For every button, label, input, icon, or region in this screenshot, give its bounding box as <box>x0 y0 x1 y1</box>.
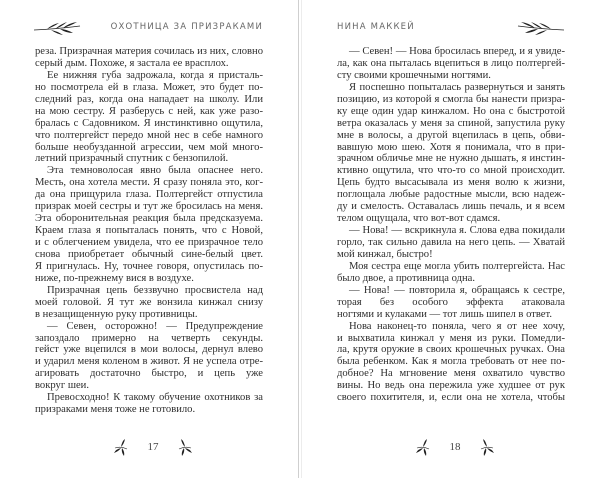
branch-ornament-icon <box>33 20 81 36</box>
text-line: Цепь будто высасывала из меня волю к жизни, <box>337 177 565 189</box>
text-line: Превосходно! К такому обучение охотников за <box>47 392 263 404</box>
page-number: 18 <box>449 441 461 453</box>
text-line: Призрачная цепь беззвучно просвистела над <box>47 284 263 296</box>
text-line: Моя сестра еще могла убить полтергейста. Нас <box>349 260 565 272</box>
text-line: серый дым. Похоже, я застала ее врасплох. <box>35 57 229 69</box>
text-line: и выхватила кинжал у меня из руки. Помедли- <box>337 332 565 344</box>
text-line: была ребенком. Как я могла требовать от нее по- <box>337 356 565 368</box>
text-line: ногтями и кулаками — тот лишь шипел в ответ. <box>337 308 552 320</box>
leaf-ornament-icon <box>415 438 431 456</box>
text-line: ниже, по-прежнему вися в воздухе. <box>35 272 194 284</box>
text-line: телом ощущала, что вот-вот сдамся. <box>337 213 501 225</box>
text-line: ку еще один удар кинжалом. Но она с быстротой <box>337 105 565 117</box>
text-line: бралась с Садовником. Я инстинктивно ощутила, <box>35 117 263 129</box>
leaf-ornament-icon <box>479 438 495 456</box>
leaf-ornament-icon <box>113 438 129 456</box>
text-line: Эта темноволосая явно была опаснее него. <box>47 165 263 177</box>
text-line: мой кинжал, быстро! <box>337 248 433 260</box>
text-line: своего похитителя, и, если она не хотела, чтобы <box>337 392 565 404</box>
text-line: агировать достаточно быстро, и цепь уже <box>35 368 263 380</box>
running-header-title: ОХОТНИЦА ЗА ПРИЗРАКАМИ <box>110 22 263 32</box>
text-line: на мою сестру. Я разберусь с ней, как уже разо- <box>35 105 263 117</box>
leaf-ornament-icon <box>177 438 193 456</box>
text-line: ду и смелость. Оставалась лишь печаль, и я всем <box>337 201 565 213</box>
text-line: — Нова! — вскрикнула я. Слова едва покидали <box>349 225 565 237</box>
text-line: — Севен! — Нова бросилась вперед, и я увиде- <box>349 46 565 57</box>
text-line: зрачном обличье мне не нужно дышать, я инстин- <box>337 153 565 165</box>
text-line: Ее нижняя губа задрожала, когда я присталь- <box>47 69 263 81</box>
text-line: ктивно ощутила, что что-то со мной происходит. <box>337 165 565 177</box>
text-line: Эта оборонительная реакция была предсказуема. <box>35 213 263 225</box>
text-line: призрак моей сестры и тут же бросилась на меня. <box>35 201 263 213</box>
text-line: снова приобретает обычный сине-белый цвет. <box>35 248 263 260</box>
text-line: что полтергейст передо мной нес в себе намного <box>35 129 263 141</box>
text-line: торая без особого эффекта атаковала <box>337 296 565 308</box>
text-line: Месть, она хотела мести. Я сразу поняла это, ког- <box>35 177 263 189</box>
text-line: реза. Призрачная материя сочилась из них, словно <box>35 46 263 57</box>
text-line: — Нова! — повторила я, обращаясь к сестре, <box>349 284 565 296</box>
text-line: гейст уже вцепился в мои волосы, дернул влево <box>35 344 263 356</box>
page-number: 17 <box>147 441 159 453</box>
page-left <box>0 0 298 478</box>
text-line: мне в волосы, а другой вцепилась в цепь, обви- <box>337 129 565 141</box>
text-line: призраками меня тоже не готовило. <box>35 404 196 416</box>
text-line: но посмотрела ей в глаза. Может, это будет по- <box>35 81 263 93</box>
text-line: запоздало примерно на четверть секунды. <box>35 332 263 344</box>
running-header-author: НИНА МАККЕЙ <box>337 22 415 32</box>
text-line: ла, как она пыталась вцепиться в лицо полтергей- <box>337 57 565 69</box>
text-line: Краем глаза я попыталась понять, что с Новой, <box>35 225 263 237</box>
text-line: добное? На мгновение меня охватило чувство <box>337 368 565 380</box>
text-line: было двое, а противница одна. <box>337 272 476 284</box>
text-line: летний призрачный спутник с бензопилой. <box>35 153 229 165</box>
page-right <box>302 0 600 478</box>
text-line: ветра оказалась у меня за спиной, запустила руку <box>337 117 565 129</box>
page-folio <box>415 438 495 456</box>
page-gutter <box>298 0 299 478</box>
text-line: Нова наконец-то поняла, чего я от нее хочу, <box>349 320 565 332</box>
text-line: и с облегчением увидела, что ее призрачное тело <box>35 237 263 248</box>
text-line: моей головой. Я тут же вонзила кинжал снизу <box>35 296 263 308</box>
text-line: — Севен, осторожно! — Предупреждение <box>47 320 263 332</box>
text-line: больше необузданной агрессии, чем мой много- <box>35 141 263 153</box>
text-line: позицию, из которой я смогла бы нанести призра- <box>337 93 565 105</box>
text-line: и ударил меня коленом в живот. Я не успела отре- <box>35 356 263 368</box>
text-line: вокруг шеи. <box>35 380 89 392</box>
text-line: да она прищурила глаза. Полтергейст отпустила <box>35 189 263 201</box>
text-line: сту своими крошечными ногтями. <box>337 69 491 81</box>
text-line: вины. Но ведь она пережила уже худшее от рук <box>337 380 565 392</box>
page-body-text <box>337 46 565 404</box>
text-line: вавшую мою шею. Хотя я понимала, что в при- <box>337 141 565 153</box>
text-line: горло, так сильно давила на него цепь. — Хватай <box>337 237 565 248</box>
page-folio <box>113 438 193 456</box>
text-line: ла, крутя оружие в своих крошечных ручках. Она <box>337 344 565 356</box>
text-line: Я поспешно попыталась развернуться и занять <box>349 81 565 93</box>
page-body-text <box>35 46 263 416</box>
branch-ornament-icon <box>517 20 565 36</box>
text-line: в незащищенную руку противницы. <box>35 308 198 320</box>
text-line: следний раз, когда она нападает на школу. Или <box>35 93 263 105</box>
text-line: Я пригнулась. Ну, точнее говоря, опустилась по- <box>35 260 263 272</box>
text-line: поглощала любые радостные мысли, всю надеж- <box>337 189 565 201</box>
